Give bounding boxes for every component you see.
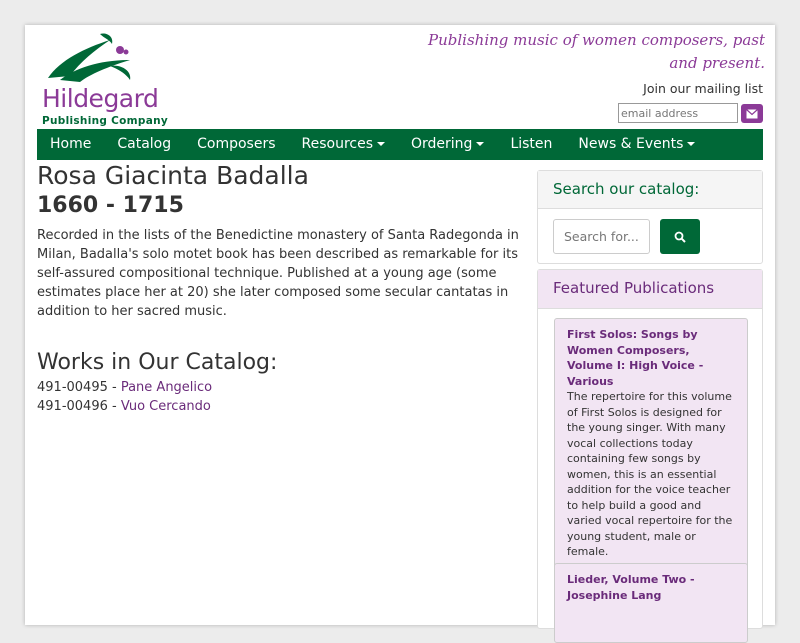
nav-home[interactable] bbox=[37, 129, 104, 160]
nav-label: Home bbox=[50, 136, 92, 152]
publication-title[interactable]: First Solos: Songs by Women Composers, Volume I: High Voice - Various bbox=[567, 328, 704, 388]
catalog-search-input[interactable] bbox=[553, 219, 650, 254]
search-panel-heading: Search our catalog: bbox=[538, 171, 762, 209]
sidebar bbox=[537, 170, 763, 602]
nav-label: News & Events bbox=[578, 136, 684, 152]
work-number: 491-00496 - bbox=[37, 399, 121, 414]
works-heading: Works in Our Catalog: bbox=[37, 350, 278, 375]
envelope-icon bbox=[746, 109, 758, 119]
composer-dates: 1660 - 1715 bbox=[37, 193, 184, 218]
site-tagline: Publishing music of women composers, past and present. bbox=[428, 31, 765, 72]
nav-label: Catalog bbox=[117, 136, 172, 152]
nav-composers[interactable] bbox=[184, 129, 288, 160]
caret-down-icon bbox=[377, 142, 385, 146]
caret-down-icon bbox=[476, 142, 484, 146]
publication-title[interactable]: Lieder, Volume Two - Josephine Lang bbox=[567, 573, 695, 602]
work-link[interactable]: Vuo Cercando bbox=[120, 399, 211, 414]
nav-label: Composers bbox=[197, 136, 276, 152]
nav-catalog[interactable] bbox=[104, 129, 184, 160]
nav-label: Ordering bbox=[411, 136, 473, 152]
work-item bbox=[37, 397, 527, 416]
featured-publication-card[interactable] bbox=[554, 563, 748, 643]
search-panel bbox=[537, 170, 763, 264]
page bbox=[25, 25, 775, 625]
work-number: 491-00495 - bbox=[37, 380, 121, 395]
caret-down-icon bbox=[687, 142, 695, 146]
publication-description: The repertoire for this volume of First Solos is designed for the young singer. With many vocal collections today containing few songs by women, this is an essential addition for the voice teacher to help build a good and varied vocal repertoire for the young student, male or female. bbox=[567, 390, 733, 558]
composer-bio: Recorded in the lists of the Benedictine monastery of Santa Radegonda in Milan, Badalla's solo motet book has been described as remarkable for its self-assured compositional technique. Published at a young age (some estimates place her at 20) she later composed some secular cantatas in addition to her sacred music. bbox=[37, 228, 519, 319]
nav-ordering[interactable] bbox=[398, 129, 497, 160]
work-link[interactable]: Pane Angelico bbox=[120, 380, 213, 395]
email-submit-button[interactable] bbox=[741, 104, 763, 123]
featured-publication-card[interactable] bbox=[554, 318, 748, 584]
nav-resources[interactable] bbox=[289, 129, 399, 160]
featured-panel bbox=[537, 269, 763, 629]
mailing-list-label: Join our mailing list bbox=[643, 81, 763, 96]
nav-label: Listen bbox=[510, 136, 553, 152]
nav-label: Resources bbox=[301, 136, 373, 152]
logo-wordmark: Hildegard bbox=[42, 84, 159, 113]
main-nav bbox=[37, 129, 763, 160]
logo-flourish-icon bbox=[40, 30, 140, 90]
nav-listen[interactable] bbox=[497, 129, 565, 160]
email-field[interactable] bbox=[618, 103, 738, 123]
main-content bbox=[37, 160, 527, 416]
featured-panel-heading: Featured Publications bbox=[538, 270, 762, 309]
work-item bbox=[37, 378, 527, 397]
search-button[interactable] bbox=[660, 219, 700, 254]
hildegard-logo[interactable] bbox=[40, 30, 169, 128]
composer-name: Rosa Giacinta Badalla bbox=[37, 161, 309, 190]
search-icon bbox=[674, 231, 686, 243]
logo-subtitle: Publishing Company bbox=[42, 115, 169, 127]
nav-news-events[interactable] bbox=[565, 129, 708, 160]
